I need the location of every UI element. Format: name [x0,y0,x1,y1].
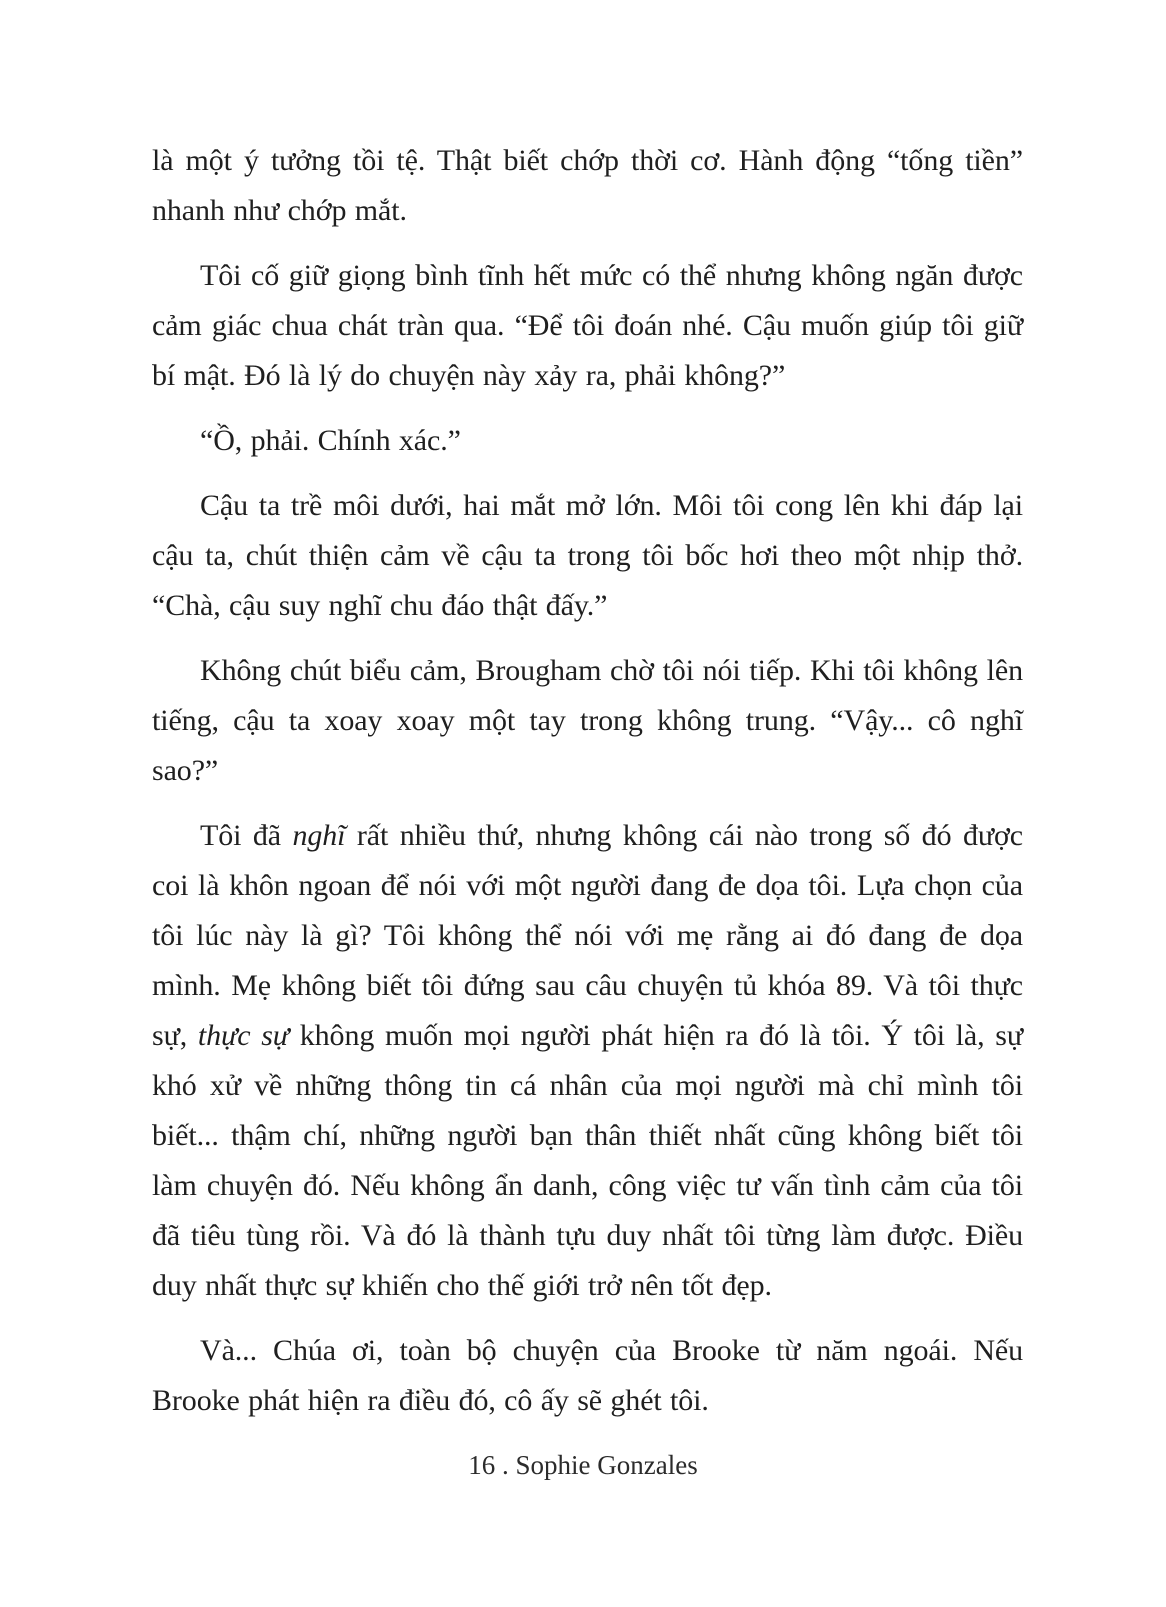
paragraph [152,136,1023,236]
paragraph-text: Tôi cố giữ giọng bình tĩnh hết mức có thể nhưng không ngăn được cảm giác chua chát tràn qua. “Để tôi đoán nhé. Cậu muốn giúp tôi giữ bí mật. Đó là lý do chuyện này xảy ra, phải không?” [152,259,1023,392]
paragraph [152,646,1023,796]
paragraph-text: Không chút biểu cảm, Brougham chờ tôi nói tiếp. Khi tôi không lên tiếng, cậu ta xoay xoay một tay trong không trung. “Vậy... cô nghĩ sao?” [152,654,1023,787]
paragraph-text: “Ồ, phải. Chính xác.” [200,424,461,457]
page-text-block [152,136,1023,1441]
paragraph [152,1326,1023,1426]
paragraph-text: là một ý tưởng tồi tệ. Thật biết chớp thời cơ. Hành động “tống tiền” nhanh như chớp mắt. [152,144,1023,227]
paragraph [152,481,1023,631]
book-author: Sophie Gonzales [515,1450,698,1480]
paragraph-text: không muốn mọi người phát hiện ra đó là tôi. Ý tôi là, sự khó xử về những thông tin cá nhân của mọi người mà chỉ mình tôi biết... thậm chí, những người bạn thân thiết nhất cũng không biết tôi làm chuyện đó. Nếu không ẩn danh, công việc tư vấn tình cảm của tôi đã tiêu tùng rồi. Và đó là thành tựu duy nhất tôi từng làm được. Điều duy nhất thực sự khiến cho thế giới trở nên tốt đẹp. [152,1019,1023,1302]
paragraph-text: Tôi đã [200,819,293,852]
paragraph-text-emphasis: nghĩ [292,819,346,852]
paragraph [152,811,1023,1311]
paragraph [152,416,1023,466]
page-footer [0,1448,1166,1482]
paragraph [152,251,1023,401]
paragraph-text-emphasis: thực sự [197,1019,290,1052]
paragraph-text: Cậu ta trề môi dưới, hai mắt mở lớn. Môi tôi cong lên khi đáp lại cậu ta, chút thiện cảm về cậu ta trong tôi bốc hơi theo một nhịp thở. “Chà, cậu suy nghĩ chu đáo thật đấy.” [152,489,1023,622]
paragraph-text: rất nhiều thứ, nhưng không cái nào trong số đó được coi là khôn ngoan để nói với một người đang đe dọa tôi. Lựa chọn của tôi lúc này là gì? Tôi không thể nói với mẹ rằng ai đó đang đe dọa mình. Mẹ không biết tôi đứng sau câu chuyện tủ khóa 89. Và tôi thực sự, [152,819,1023,1052]
footer-separator: . [495,1450,516,1480]
paragraph-text: Và... Chúa ơi, toàn bộ chuyện của Brooke từ năm ngoái. Nếu Brooke phát hiện ra điều đó, cô ấy sẽ ghét tôi. [152,1334,1023,1417]
page-number: 16 [468,1450,496,1480]
